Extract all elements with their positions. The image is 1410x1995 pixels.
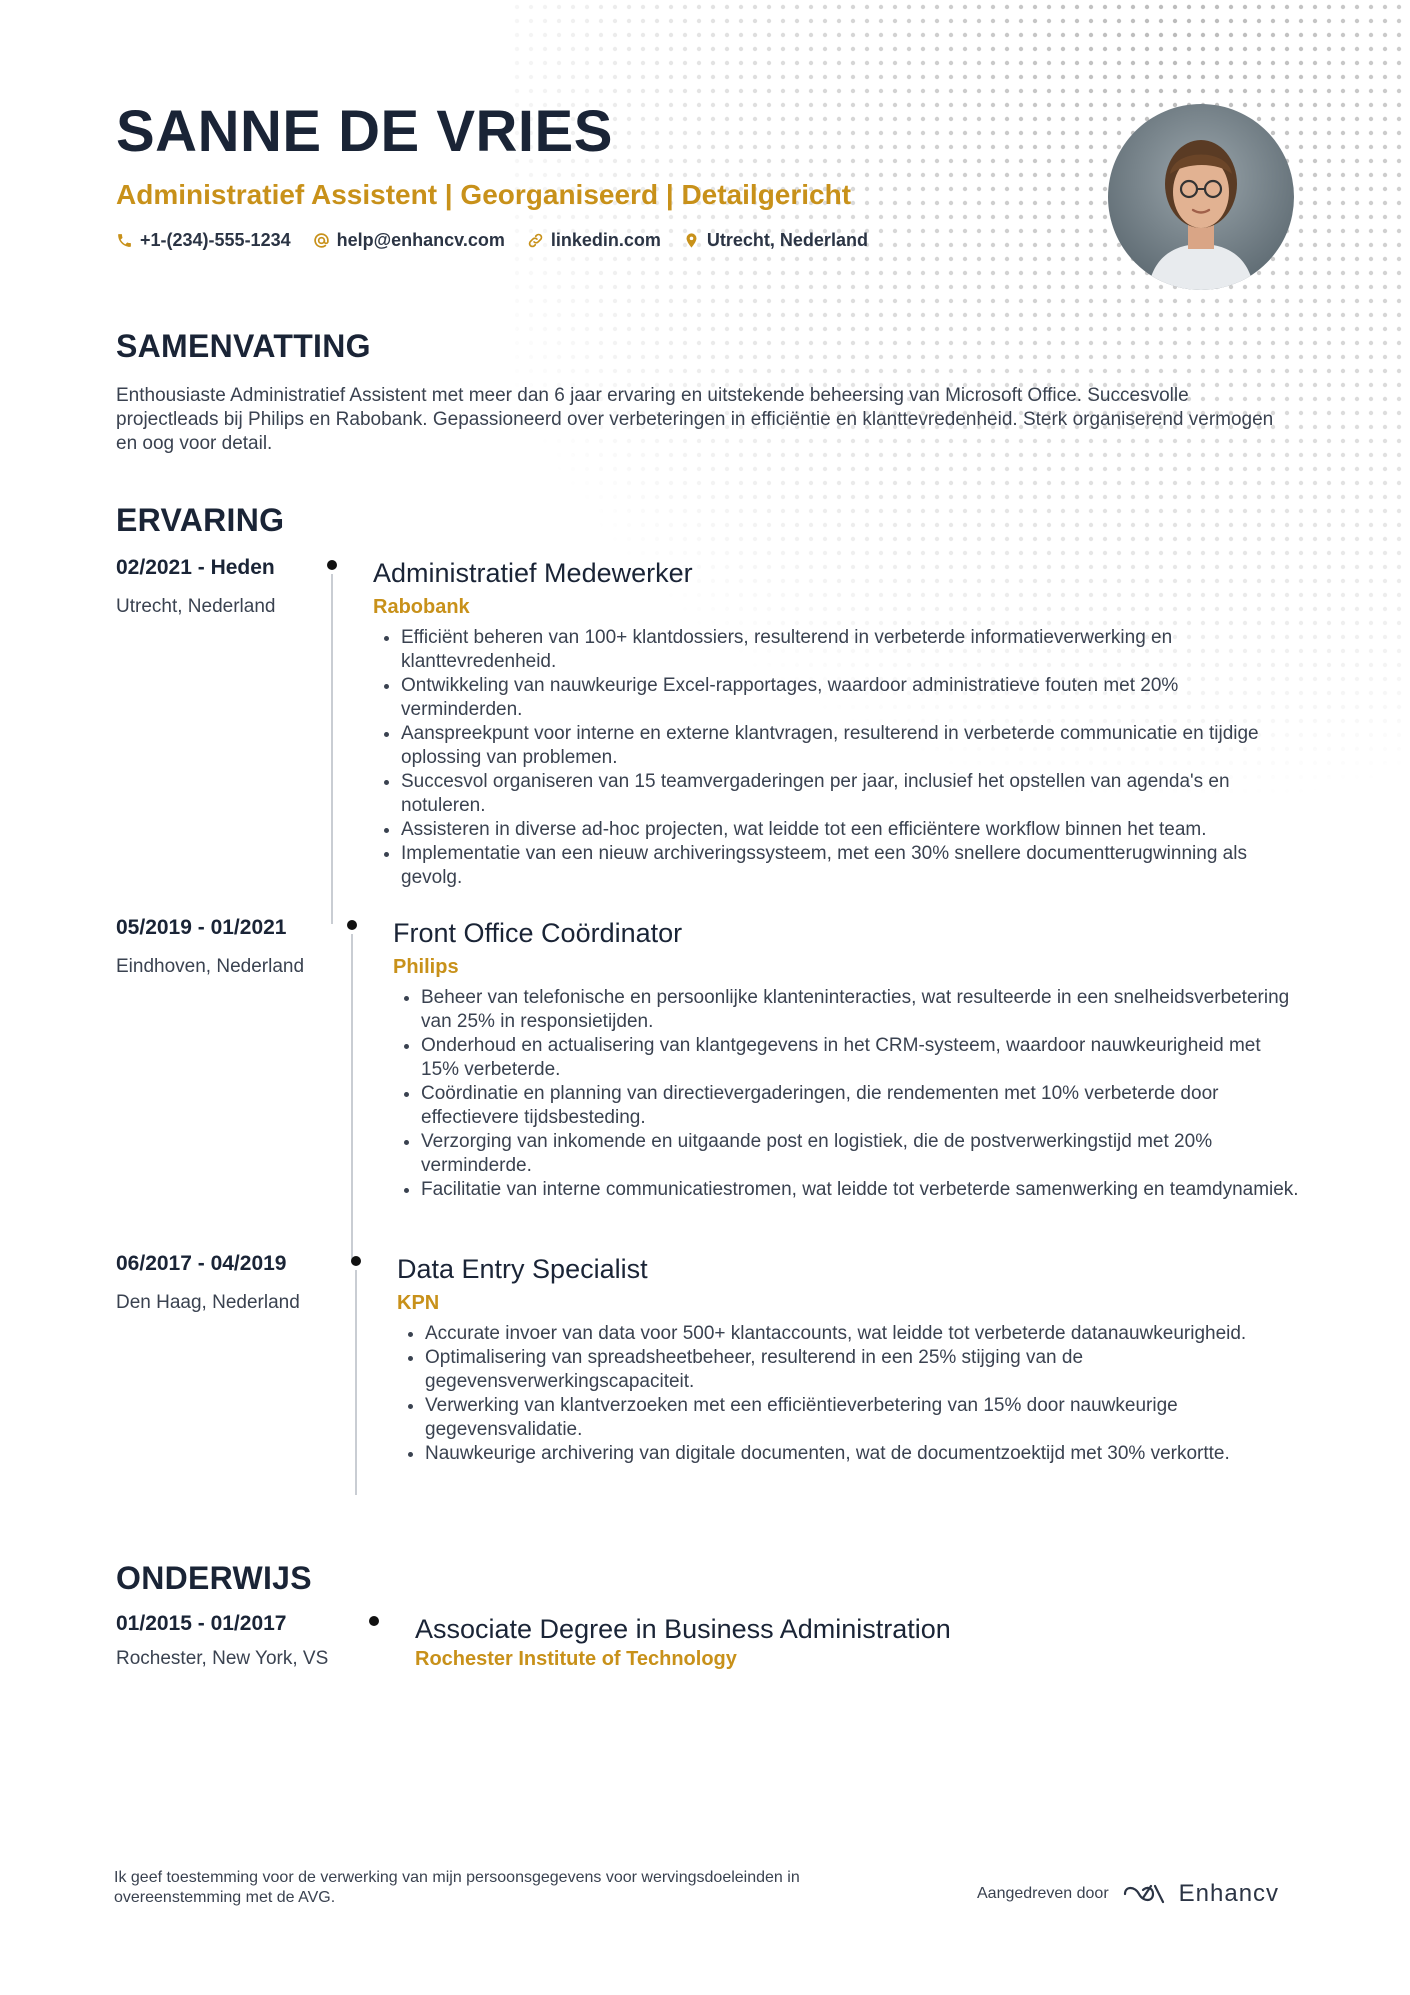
experience-content (397, 1252, 1297, 1466)
list-item: • Implementatie van een nieuw archiveringssysteem, met een 30% snellere documentterugwinning als gevolg. (401, 842, 1303, 890)
education-dates: 01/2015 - 01/2017 (116, 1612, 287, 1635)
experience-location: Utrecht, Nederland (116, 596, 276, 617)
list-item: • Coördinatie en planning van directievergaderingen, die rendementen met 10% verbeterde door effectievere tijdsbesteding. (421, 1082, 1303, 1130)
contact-row (116, 230, 976, 251)
experience-heading: ERVARING (116, 502, 285, 538)
timeline-dot (347, 920, 357, 930)
powered-by[interactable] (977, 1880, 1279, 1908)
candidate-name: SANNE DE VRIES (116, 99, 613, 164)
contact-email[interactable] (313, 230, 505, 251)
location-pin-icon (683, 232, 700, 249)
school-name: Rochester Institute of Technology (415, 1648, 737, 1670)
summary-text: Enthousiaste Administratief Assistent met meer dan 6 jaar ervaring en uitstekende beheersing van Microsoft Office. Succesvolle projectleads bij Philips en Rabobank. Gepassioneerd over verbeteringen in efficiëntie en klanttevredenheid. Sterk organiserend vermogen en oog voor detail. (116, 385, 1274, 454)
experience-dates: 05/2019 - 01/2021 (116, 916, 287, 939)
list-item: • Efficiënt beheren van 100+ klantdossiers, resulterend in verbeterde informatieverwerking en klanttevredenheid. (401, 626, 1303, 674)
achievement-list (393, 986, 1303, 1202)
experience-content (373, 556, 1303, 890)
linkedin-text: linkedin.com (550, 230, 661, 250)
powered-by-label: Aangedreven door (977, 1885, 1109, 1902)
timeline-dot (327, 560, 337, 570)
phone-icon (116, 232, 133, 249)
email-text: help@enhancv.com (336, 230, 505, 250)
list-item: • Verwerking van klantverzoeken met een efficiëntieverbetering van 15% door nauwkeurige gegevensvalidatie. (425, 1394, 1297, 1442)
experience-location: Eindhoven, Nederland (116, 956, 305, 977)
timeline-dot (351, 1256, 361, 1266)
list-item: • Onderhoud en actualisering van klantgegevens in het CRM-systeem, waardoor nauwkeurigheid met 15% verbeterde. (421, 1034, 1303, 1082)
company-name: Rabobank (373, 596, 470, 618)
link-icon (527, 232, 544, 249)
profile-photo (1108, 104, 1294, 290)
degree-title: Associate Degree in Business Administration (415, 1614, 951, 1644)
education-heading: ONDERWIJS (116, 1560, 312, 1596)
job-title: Front Office Coördinator (393, 918, 683, 948)
experience-content (393, 916, 1303, 1202)
contact-linkedin[interactable] (527, 230, 661, 251)
list-item: • Assisteren in diverse ad-hoc projecten, wat leidde tot een efficiëntere workflow binnen het team. (401, 818, 1303, 842)
list-item: • Optimalisering van spreadsheetbeheer, resulterend in een 25% stijging van de gegevensverwerkingscapaciteit. (425, 1346, 1297, 1394)
candidate-title: Administratief Assistent | Georganiseerd | Detailgericht (116, 179, 852, 210)
list-item: • Beheer van telefonische en persoonlijke klanteninteracties, wat resulteerde in een snelheidsverbetering van 25% in responsietijden. (421, 986, 1303, 1034)
timeline-line (351, 934, 353, 1262)
achievement-list (397, 1322, 1297, 1466)
list-item: • Aanspreekpunt voor interne en externe klantvragen, resulterend in verbeterde communicatie en tijdige oplossing van problemen. (401, 722, 1303, 770)
phone-text: +1-(234)-555-1234 (140, 230, 291, 250)
list-item: • Ontwikkeling van nauwkeurige Excel-rapportages, waardoor administratieve fouten met 20% verminderden. (401, 674, 1303, 722)
summary-heading: SAMENVATTING (116, 328, 371, 364)
experience-dates: 02/2021 - Heden (116, 556, 275, 579)
timeline-line (355, 1270, 357, 1495)
achievement-list (373, 626, 1303, 890)
timeline-dot (369, 1616, 379, 1626)
list-item: • Facilitatie van interne communicatiestromen, wat leidde tot verbeterde samenwerking en teamdynamiek. (421, 1178, 1303, 1202)
enhancv-logo-icon (1121, 1882, 1167, 1906)
company-name: KPN (397, 1292, 440, 1314)
list-item: • Accurate invoer van data voor 500+ klantaccounts, wat leidde tot verbeterde datanauwkeurigheid. (425, 1322, 1297, 1346)
location-text: Utrecht, Nederland (706, 230, 868, 250)
list-item: • Verzorging van inkomende en uitgaande post en logistiek, die de postverwerkingstijd met 20% verminderde. (421, 1130, 1303, 1178)
job-title: Data Entry Specialist (397, 1254, 648, 1284)
company-name: Philips (393, 956, 459, 978)
resume-header (116, 100, 976, 251)
at-icon (313, 232, 330, 249)
enhancv-brand-text: Enhancv (1178, 1880, 1280, 1907)
timeline-line (331, 574, 333, 924)
education-location: Rochester, New York, VS (116, 1648, 329, 1669)
experience-location: Den Haag, Nederland (116, 1292, 300, 1313)
list-item: • Nauwkeurige archivering van digitale documenten, wat de documentzoektijd met 30% verkortte. (425, 1442, 1297, 1466)
job-title: Administratief Medewerker (373, 558, 693, 588)
list-item: • Succesvol organiseren van 15 teamvergaderingen per jaar, inclusief het opstellen van agenda's en notuleren. (401, 770, 1303, 818)
consent-note: Ik geef toestemming voor de verwerking van mijn persoonsgegevens voor wervingsdoeleinden in overeenstemming met de AVG. (114, 1869, 800, 1906)
education-content (415, 1612, 1295, 1672)
experience-dates: 06/2017 - 04/2019 (116, 1252, 287, 1275)
contact-location (683, 230, 868, 251)
contact-phone[interactable] (116, 230, 291, 251)
